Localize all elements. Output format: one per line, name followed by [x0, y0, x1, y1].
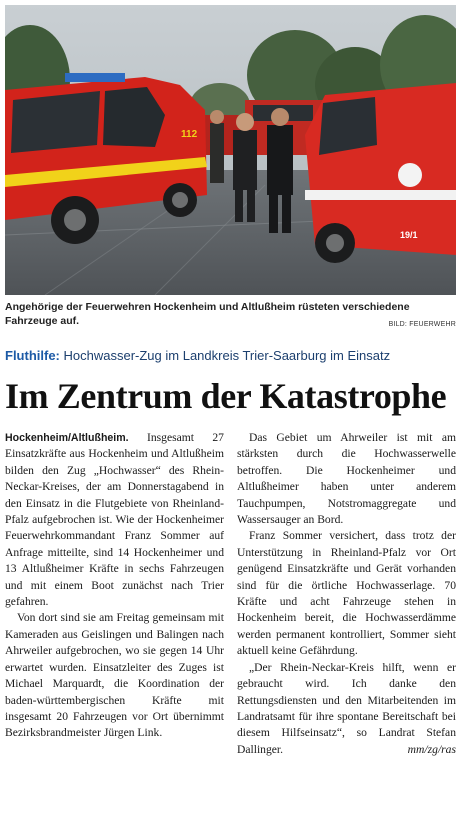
fire-trucks-photo: [5, 5, 456, 295]
article-column-right: [237, 430, 456, 814]
kicker-text: Hochwasser-Zug im Landkreis Trier-Saarburg im Einsatz: [63, 348, 391, 363]
article-photo: [5, 5, 456, 295]
truck-number-19-1: 19/1: [400, 230, 418, 240]
article-paragraph-1: [5, 430, 224, 610]
truck-number-112: 112: [181, 129, 198, 140]
kicker-tag: Fluthilfe:: [5, 348, 60, 363]
dateline: Hockenheim/Altlußheim.: [5, 432, 129, 444]
photo-credit: BILD: FEUERWEHR: [388, 321, 456, 328]
article-paragraph-2: Von dort sind sie am Freitag gemeinsam mit Kameraden aus Geislingen und Balingen nach Ahrweiler aufgebrochen, wo sie gegen 14 Uhr erwartet wurden. Einsatzleiter des Zuges ist Michael Marquardt, die Koordination der baden-württembergischen Kräfte mit insgesamt 20 Fahrzeugen vor Ort übernimmt Bezirksbrandmeister Jürgen Link.: [5, 611, 224, 740]
article-paragraph-4: Franz Sommer versichert, dass trotz der Unterstützung in Rheinland-Pfalz vor Ort genügend Einsatzkräfte und Gerät vorhanden sind für die örtliche Hochwasserlage. 70 Kräfte und acht Fahrzeuge stehen in Hockenheim bereit, die Hochwasserdämme werden permanent kontrolliert, Sommer sieht aktuell keine Gefährdung.: [237, 529, 456, 658]
caption-text: Angehörige der Feuerwehren Hockenheim und Altlußheim rüsteten verschiedene Fahrzeuge auf.: [5, 301, 410, 327]
headline: Im Zentrum der Katastrophe: [5, 376, 447, 416]
kicker-line: [5, 348, 456, 364]
article-paragraph-3: Das Gebiet um Ahrweiler ist mit am stärksten durch die Hochwasserwelle betroffen. Die Hockenheimer und Altlußheimer haben unter anderem Tauchpumpen, Notstromaggregate und Wassersauger an Bord.: [237, 431, 456, 527]
right-fire-truck: [305, 83, 456, 263]
author-signature: mm/zg/ras: [407, 742, 456, 756]
article-paragraph-5: „Der Rhein-Neckar-Kreis hilft, wenn er gebraucht wird. Ich danke den Rettungsdiensten und den Mitarbeitenden im Landratsamt für ihre spontane Bereitschaft bei diesem Hilfseinsatz“, so Landrat Stefan Dallinger.: [237, 660, 456, 756]
article-column-left: [5, 430, 224, 814]
paragraph-1-text: Insgesamt 27 Einsatzkräfte aus Hockenheim und Altlußheim bilden den Zug „Hochwasser“ des Rhein-Neckar-Kreises, der am Donnerstagabend in den Einsatz in die Flutgebiete von Rheinland-Pfalz aufgebrochen ist. Wie der Hockenheimer Feuerwehrkommandant Franz Sommer auf Anfrage mitteilte, sind 14 Hockenheimer und 13 Altlußheimer Kräfte in sechs Fahrzeugen und mit einem Boot zunächst nach Trier gefahren.: [5, 431, 224, 609]
photo-caption: [5, 300, 456, 336]
